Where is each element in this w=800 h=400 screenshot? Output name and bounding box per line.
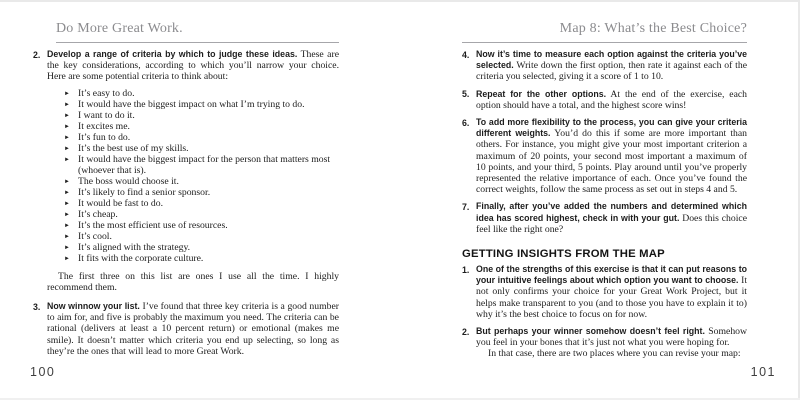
- item-lead: Finally, after you’ve added the numbers and determined which idea has scored highest, check in with your gut.: [476, 201, 747, 223]
- bullet-text: It’s the best use of my skills.: [78, 142, 189, 154]
- bullet-text: It fits with the corporate culture.: [78, 252, 204, 264]
- insight-item-1: [462, 264, 747, 320]
- bullet-item: [63, 220, 339, 231]
- bullet-arrow-icon: ►: [64, 134, 70, 141]
- numbered-item-5: [462, 89, 747, 111]
- item-text: These are the key considerations, according to which you’ll narrow your choice. Here are some potential criteria to think about:: [47, 49, 339, 83]
- numbered-item-3: [33, 301, 339, 357]
- bullet-text: It’s fun to do.: [78, 131, 131, 143]
- bullet-item: [63, 231, 339, 242]
- item-text: At the end of the exercise, each option should have a total, and the highest score wins!: [476, 88, 748, 111]
- insight-item-2: [462, 326, 747, 360]
- left-page-header: Do More Great Work.: [56, 21, 183, 36]
- page-number-left: 100: [30, 365, 56, 379]
- criteria-bullet-list: [63, 88, 339, 264]
- section-heading: GETTING INSIGHTS FROM THE MAP: [462, 248, 665, 261]
- bullet-item: [63, 154, 339, 176]
- bullet-text: It’s aligned with the strategy.: [78, 241, 191, 253]
- item-text: It not only confirms your choice for your Great Work Project, but it helps make transparent to you (and to those you have to explain it to) why it’s the best choice to focus on for now.: [476, 275, 748, 320]
- bullet-item: [63, 88, 339, 99]
- bullet-text: The boss would choose it.: [78, 175, 179, 187]
- item-lead: Now it’s time to measure each option against the criteria you’ve selected.: [476, 49, 747, 71]
- bullet-item: [63, 176, 339, 187]
- item-number: 7.: [462, 201, 470, 212]
- item-number: 6.: [462, 117, 470, 128]
- item-lead: But perhaps your winner somehow doesn’t feel right.: [476, 326, 705, 337]
- item-lead: Repeat for the other options.: [476, 88, 607, 99]
- page-number-right: 101: [750, 365, 776, 379]
- item-lead: One of the strengths of this exercise is that it can put reasons to your intuitive feelings about which option you want to choose.: [476, 264, 747, 286]
- bullet-item: [63, 110, 339, 121]
- bullet-text: It’s easy to do.: [78, 87, 135, 99]
- item-text: I’ve found that three key criteria is a good number to aim for, and five is probably the maximum you need. The criteria can be rational (delivers at least a 10 percent return) or emotional (makes me smile). It doesn’t matter which criteria you end up selecting, so long as they’re the ones that will lead to more Great Work.: [47, 301, 339, 357]
- bullet-arrow-icon: ►: [64, 145, 70, 152]
- bullet-arrow-icon: ►: [64, 112, 70, 119]
- bullet-text: It would be fast to do.: [78, 197, 164, 209]
- item-text: You’d do this if some are more important than others. For instance, you might give your most important criterion a maximum of 20 points, your second most important a maximum of 10 points, and your third, 5 points. Play around until you’ve properly represented the relative importance of each. Once you’ve found the correct weights, follow the same process as set out in steps 4 and 5.: [476, 128, 747, 196]
- left-page: [33, 0, 339, 357]
- numbered-item-7: [462, 201, 747, 235]
- item-lead: Now winnow your list.: [47, 301, 140, 312]
- bullet-item: [63, 143, 339, 154]
- bullet-arrow-icon: ►: [64, 156, 70, 163]
- right-header-rule: [462, 42, 747, 43]
- bullet-arrow-icon: ►: [64, 222, 70, 229]
- bullet-text: It’s likely to find a senior sponsor.: [78, 186, 211, 198]
- bullet-arrow-icon: ►: [64, 90, 70, 97]
- item-text: Does this choice feel like the right one?: [476, 212, 747, 235]
- bullet-arrow-icon: ►: [64, 123, 70, 130]
- bullet-item: [63, 187, 339, 198]
- item-number: 4.: [462, 49, 470, 60]
- bullet-text: It’s cool.: [78, 230, 112, 242]
- item-lead: To add more flexibility to the process, you can give your criteria different weights.: [476, 117, 747, 139]
- bullet-arrow-icon: ►: [64, 200, 70, 207]
- item-number: 2.: [33, 49, 41, 60]
- bullet-arrow-icon: ►: [64, 244, 70, 251]
- bullet-arrow-icon: ►: [64, 178, 70, 185]
- bullet-text: It’s cheap.: [78, 208, 118, 220]
- bullet-item: [63, 132, 339, 143]
- right-page: [462, 0, 747, 360]
- bullet-text: It’s the most efficient use of resources.: [78, 219, 228, 231]
- bullet-text: I want to do it.: [78, 109, 135, 121]
- bullet-arrow-icon: ►: [64, 211, 70, 218]
- revise-note: In that case, there are two places where you can revise your map:: [488, 348, 741, 360]
- bullet-text: It excites me.: [78, 120, 130, 132]
- bullet-item: [63, 253, 339, 264]
- item-text: Somehow you feel in your bones that it’s just not what you were hoping for.: [476, 326, 747, 349]
- bullet-item: [63, 121, 339, 132]
- item-number: 2.: [462, 326, 470, 337]
- bullet-text: It would have the biggest impact for the person that matters most (whoever that is).: [78, 153, 331, 176]
- item-lead: Develop a range of criteria by which to judge these ideas.: [47, 49, 298, 59]
- item-number: 3.: [33, 301, 41, 312]
- bullet-item: [63, 242, 339, 253]
- item-number: 1.: [462, 264, 470, 275]
- item-text: Write down the first option, then rate it against each of the criteria you selected, giving it a score of 1 to 10.: [476, 60, 748, 83]
- left-header-rule: [56, 42, 339, 43]
- bullet-item: [63, 209, 339, 220]
- bullet-arrow-icon: ►: [64, 101, 70, 108]
- bullet-arrow-icon: ►: [64, 189, 70, 196]
- closing-paragraph: The first three on this list are ones I use all the time. I highly recommend them.: [47, 270, 339, 293]
- right-page-header: Map 8: What’s the Best Choice?: [559, 21, 747, 36]
- numbered-item-4: [462, 49, 747, 83]
- numbered-item-6: [462, 117, 747, 195]
- bullet-item: [63, 99, 339, 110]
- bullet-item: [63, 198, 339, 209]
- bullet-text: It would have the biggest impact on what I’m trying to do.: [78, 98, 305, 110]
- numbered-item-2: [33, 49, 339, 264]
- bullet-arrow-icon: ►: [64, 233, 70, 240]
- bullet-arrow-icon: ►: [64, 255, 70, 262]
- item-number: 5.: [462, 89, 470, 100]
